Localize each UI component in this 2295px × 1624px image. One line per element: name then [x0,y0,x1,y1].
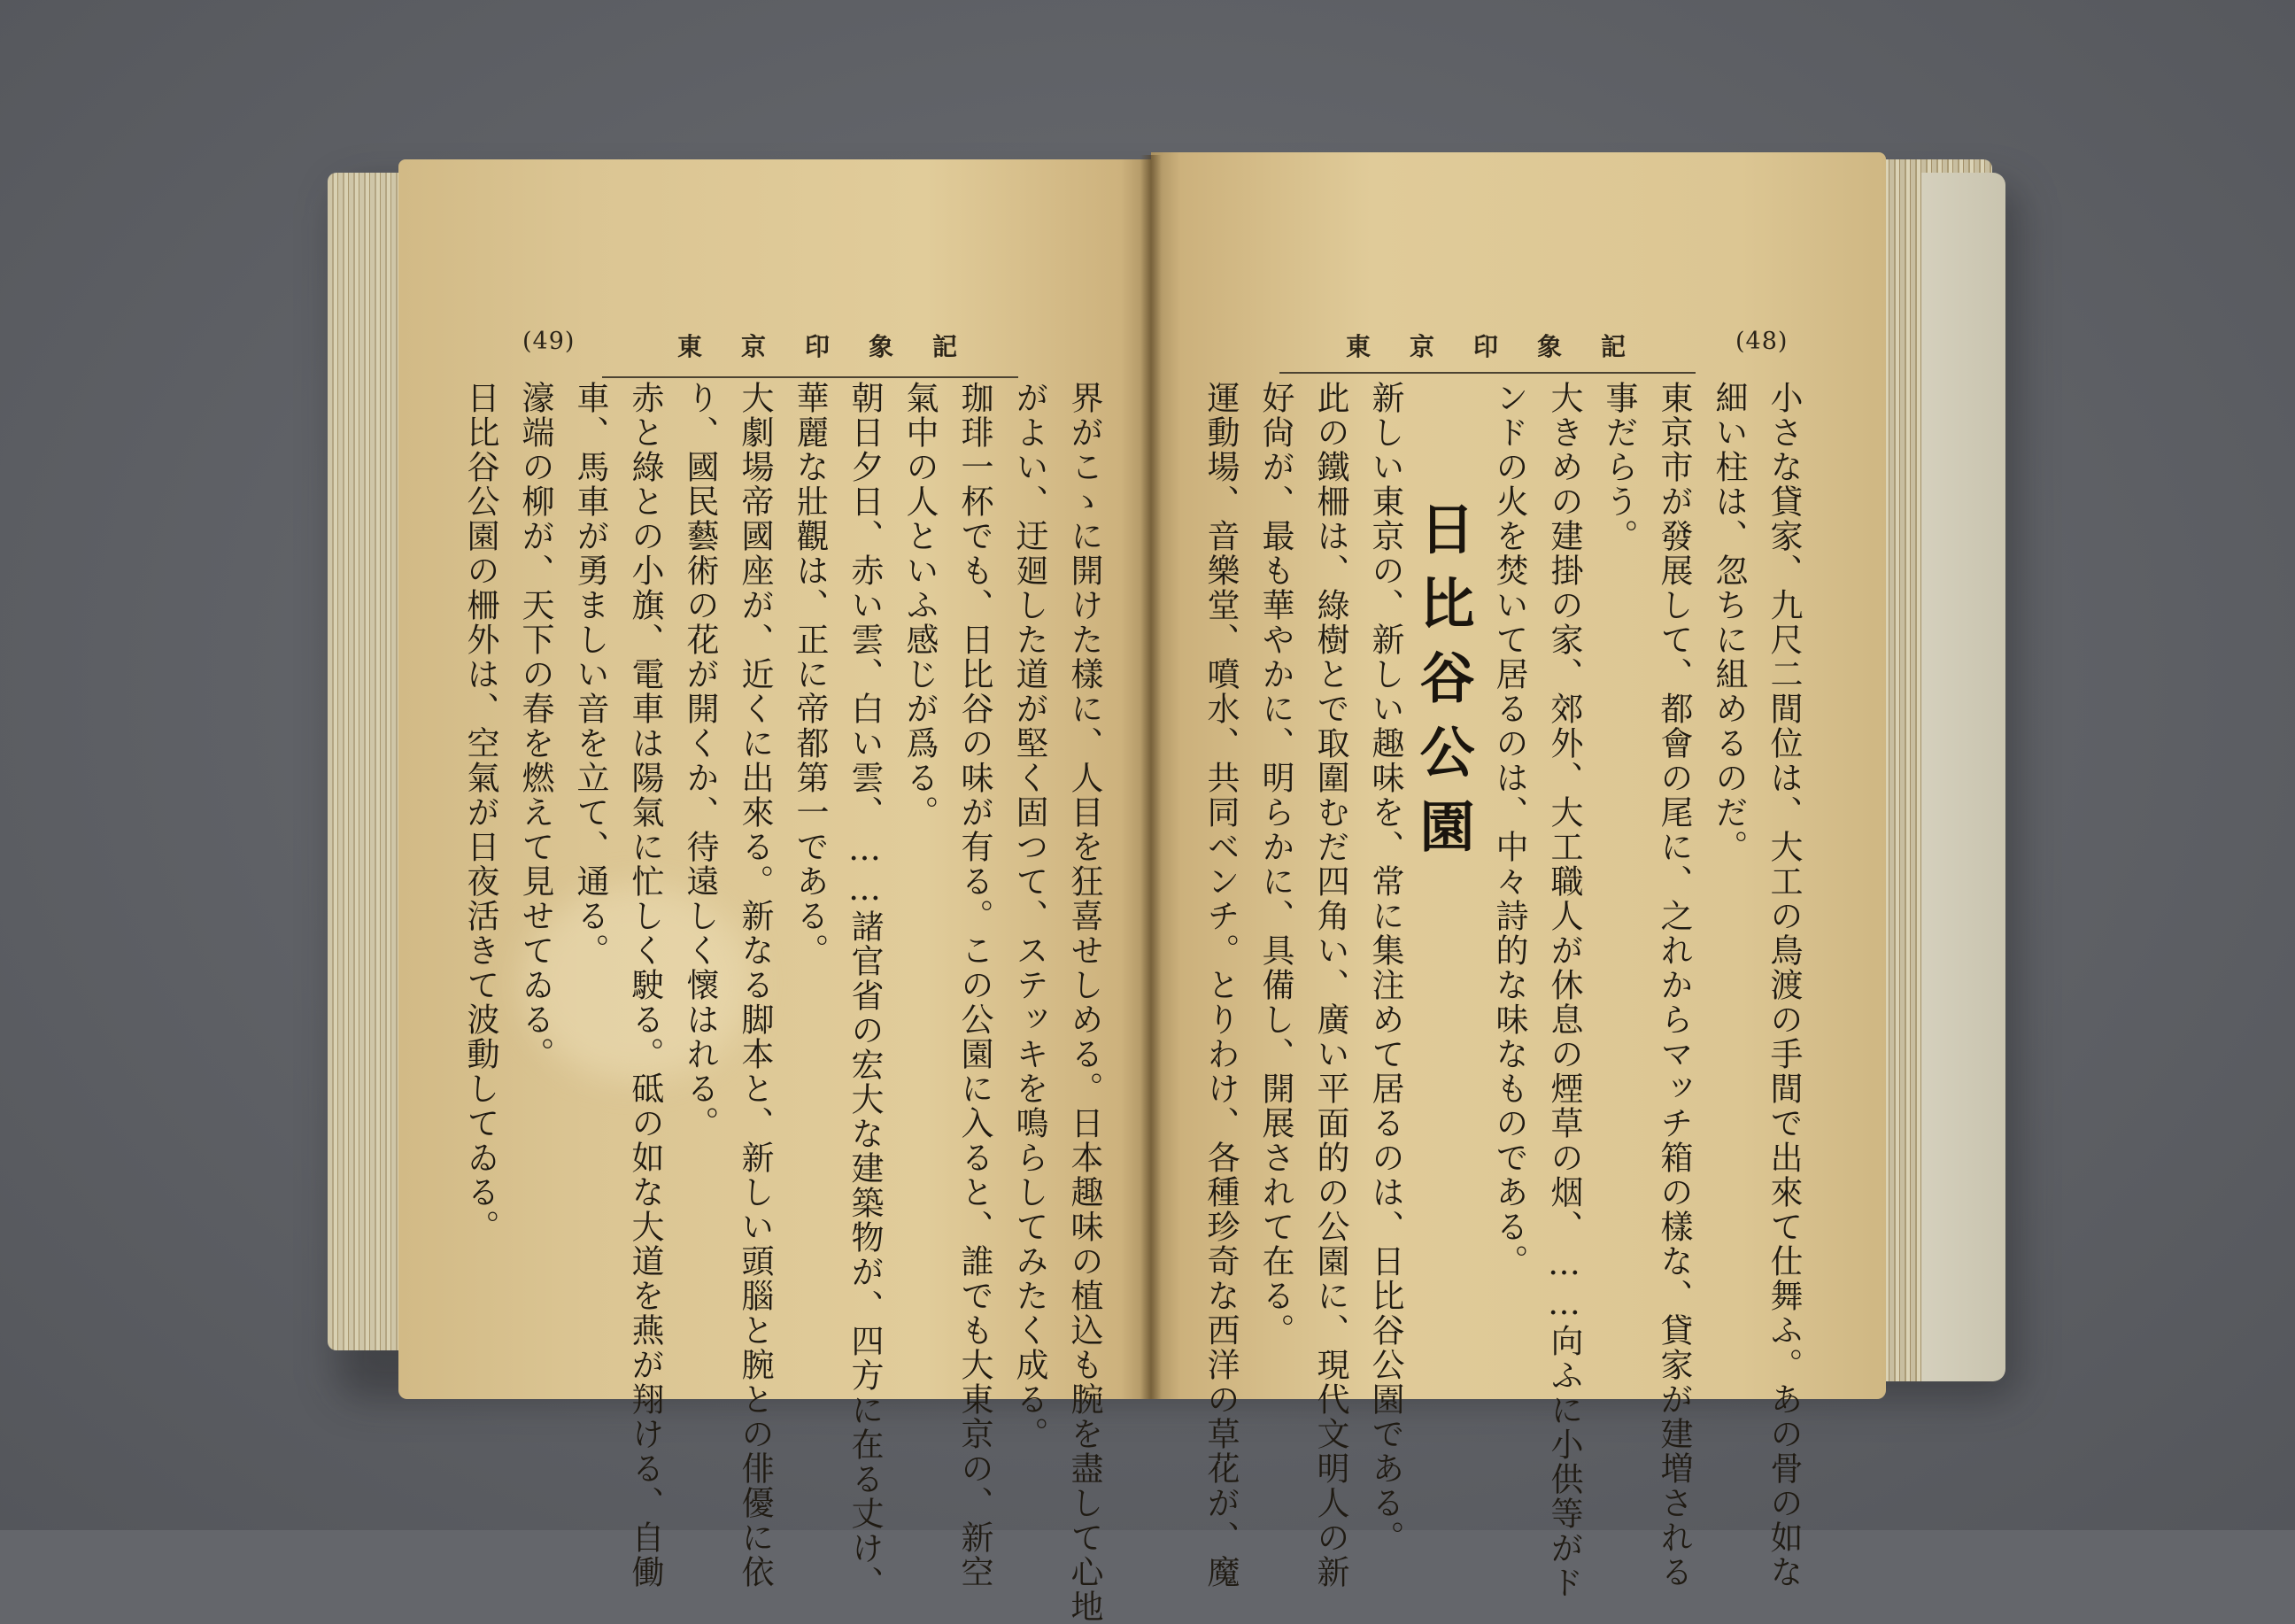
left-page-body-text [461,381,1111,1624]
left-text-column: 車、馬車が勇ましい音を立て、通る。 [571,381,609,968]
right-page-header [1275,328,1859,363]
right-text-upper-column: 小さな貸家、九尺二間位は、大工の鳥渡の手間で出來て仕舞ふ。あの骨の如な [1765,381,1803,1589]
left-header-rule [602,376,1018,378]
back-cover [1921,173,2005,1381]
right-text-upper-column: 東京市が發展して、都會の尾に、之れからマッチ箱の樣な、貸家が建増される [1655,381,1693,1589]
left-running-head: 東京印象記 [677,332,997,361]
left-text-column: 朝日夕日、赤い雲、白い雲、……諸官省の宏大な建築物が、四方に在る丈け、 [846,381,884,1600]
left-text-column: 界がこゝに開けた樣に、人目を狂喜せしめる。日本趣味の植込も腕を盡して心地 [1065,381,1103,1624]
right-text-upper-column: 細い柱は、忽ちに組めるのだ。 [1710,381,1748,864]
left-text-column: 氣中の人といふ感じが爲る。 [900,381,939,830]
right-header-rule [1279,372,1696,374]
right-text-lower-column: 新しい東京の、新しい趣味を、常に集注めて居るのは、日比谷公園である。 [1366,381,1404,1555]
right-page-body-text-lower [1191,381,1412,1589]
left-text-column: り、國民藝術の花が開くか、待遠しく懷はれる。 [681,381,719,1141]
right-page-body-text-upper [1474,381,1811,1600]
left-text-column: 珈琲一杯でも、日比谷の味が有る。この公園に入ると、誰でも大東京の、新空 [955,381,993,1589]
right-text-upper-column: 事だらう。 [1600,381,1638,553]
section-title: 日比谷公園 [1410,500,1475,872]
left-page-number: (49) [522,328,576,355]
book-gutter [1140,155,1162,1399]
right-text-lower-column: 此の鐵柵は、綠樹とで取圍むだ四角い、廣い平面的の公園に、現代文明人の新 [1311,381,1349,1589]
right-running-head: 東京印象記 [1346,332,1665,361]
right-text-upper-column: 大きめの建掛の家、郊外、大工職人が休息の煙草の烟、……向ふに小供等がド [1545,381,1583,1600]
right-text-upper-column: ンドの火を焚いて居るのは、中々詩的な味なものである。 [1490,381,1528,1279]
left-page-header [522,328,1107,363]
left-text-column: 日比谷公園の柵外は、空氣が日夜活きて波動してゐる。 [461,381,499,1244]
right-text-lower-column: 好尙が、最も華やかに、明らかに、具備し、開展されて在る。 [1256,381,1294,1348]
right-page-number: (48) [1735,328,1789,355]
left-text-column: がよい、迂廻した道が堅く固つて、ステッキを鳴らしてみたく成る。 [1010,381,1048,1451]
left-text-column: 華麗な壯觀は、正に帝都第一である。 [791,381,829,968]
right-text-lower-column: 運動場、音樂堂、噴水、共同ベンチ。とりわけ、各種珍奇な西洋の草花が、魔 [1202,381,1240,1589]
left-text-column: 濠端の柳が、天下の春を燃えて見せてゐる。 [516,381,554,1071]
left-text-column: 大劇場帝國座が、近くに出來る。新なる脚本と、新しい頭腦と腕との俳優に依 [736,381,774,1589]
left-text-column: 赤と綠との小旗、電車は陽氣に忙しく駛る。砥の如な大道を燕が翔ける、自働 [626,381,664,1589]
